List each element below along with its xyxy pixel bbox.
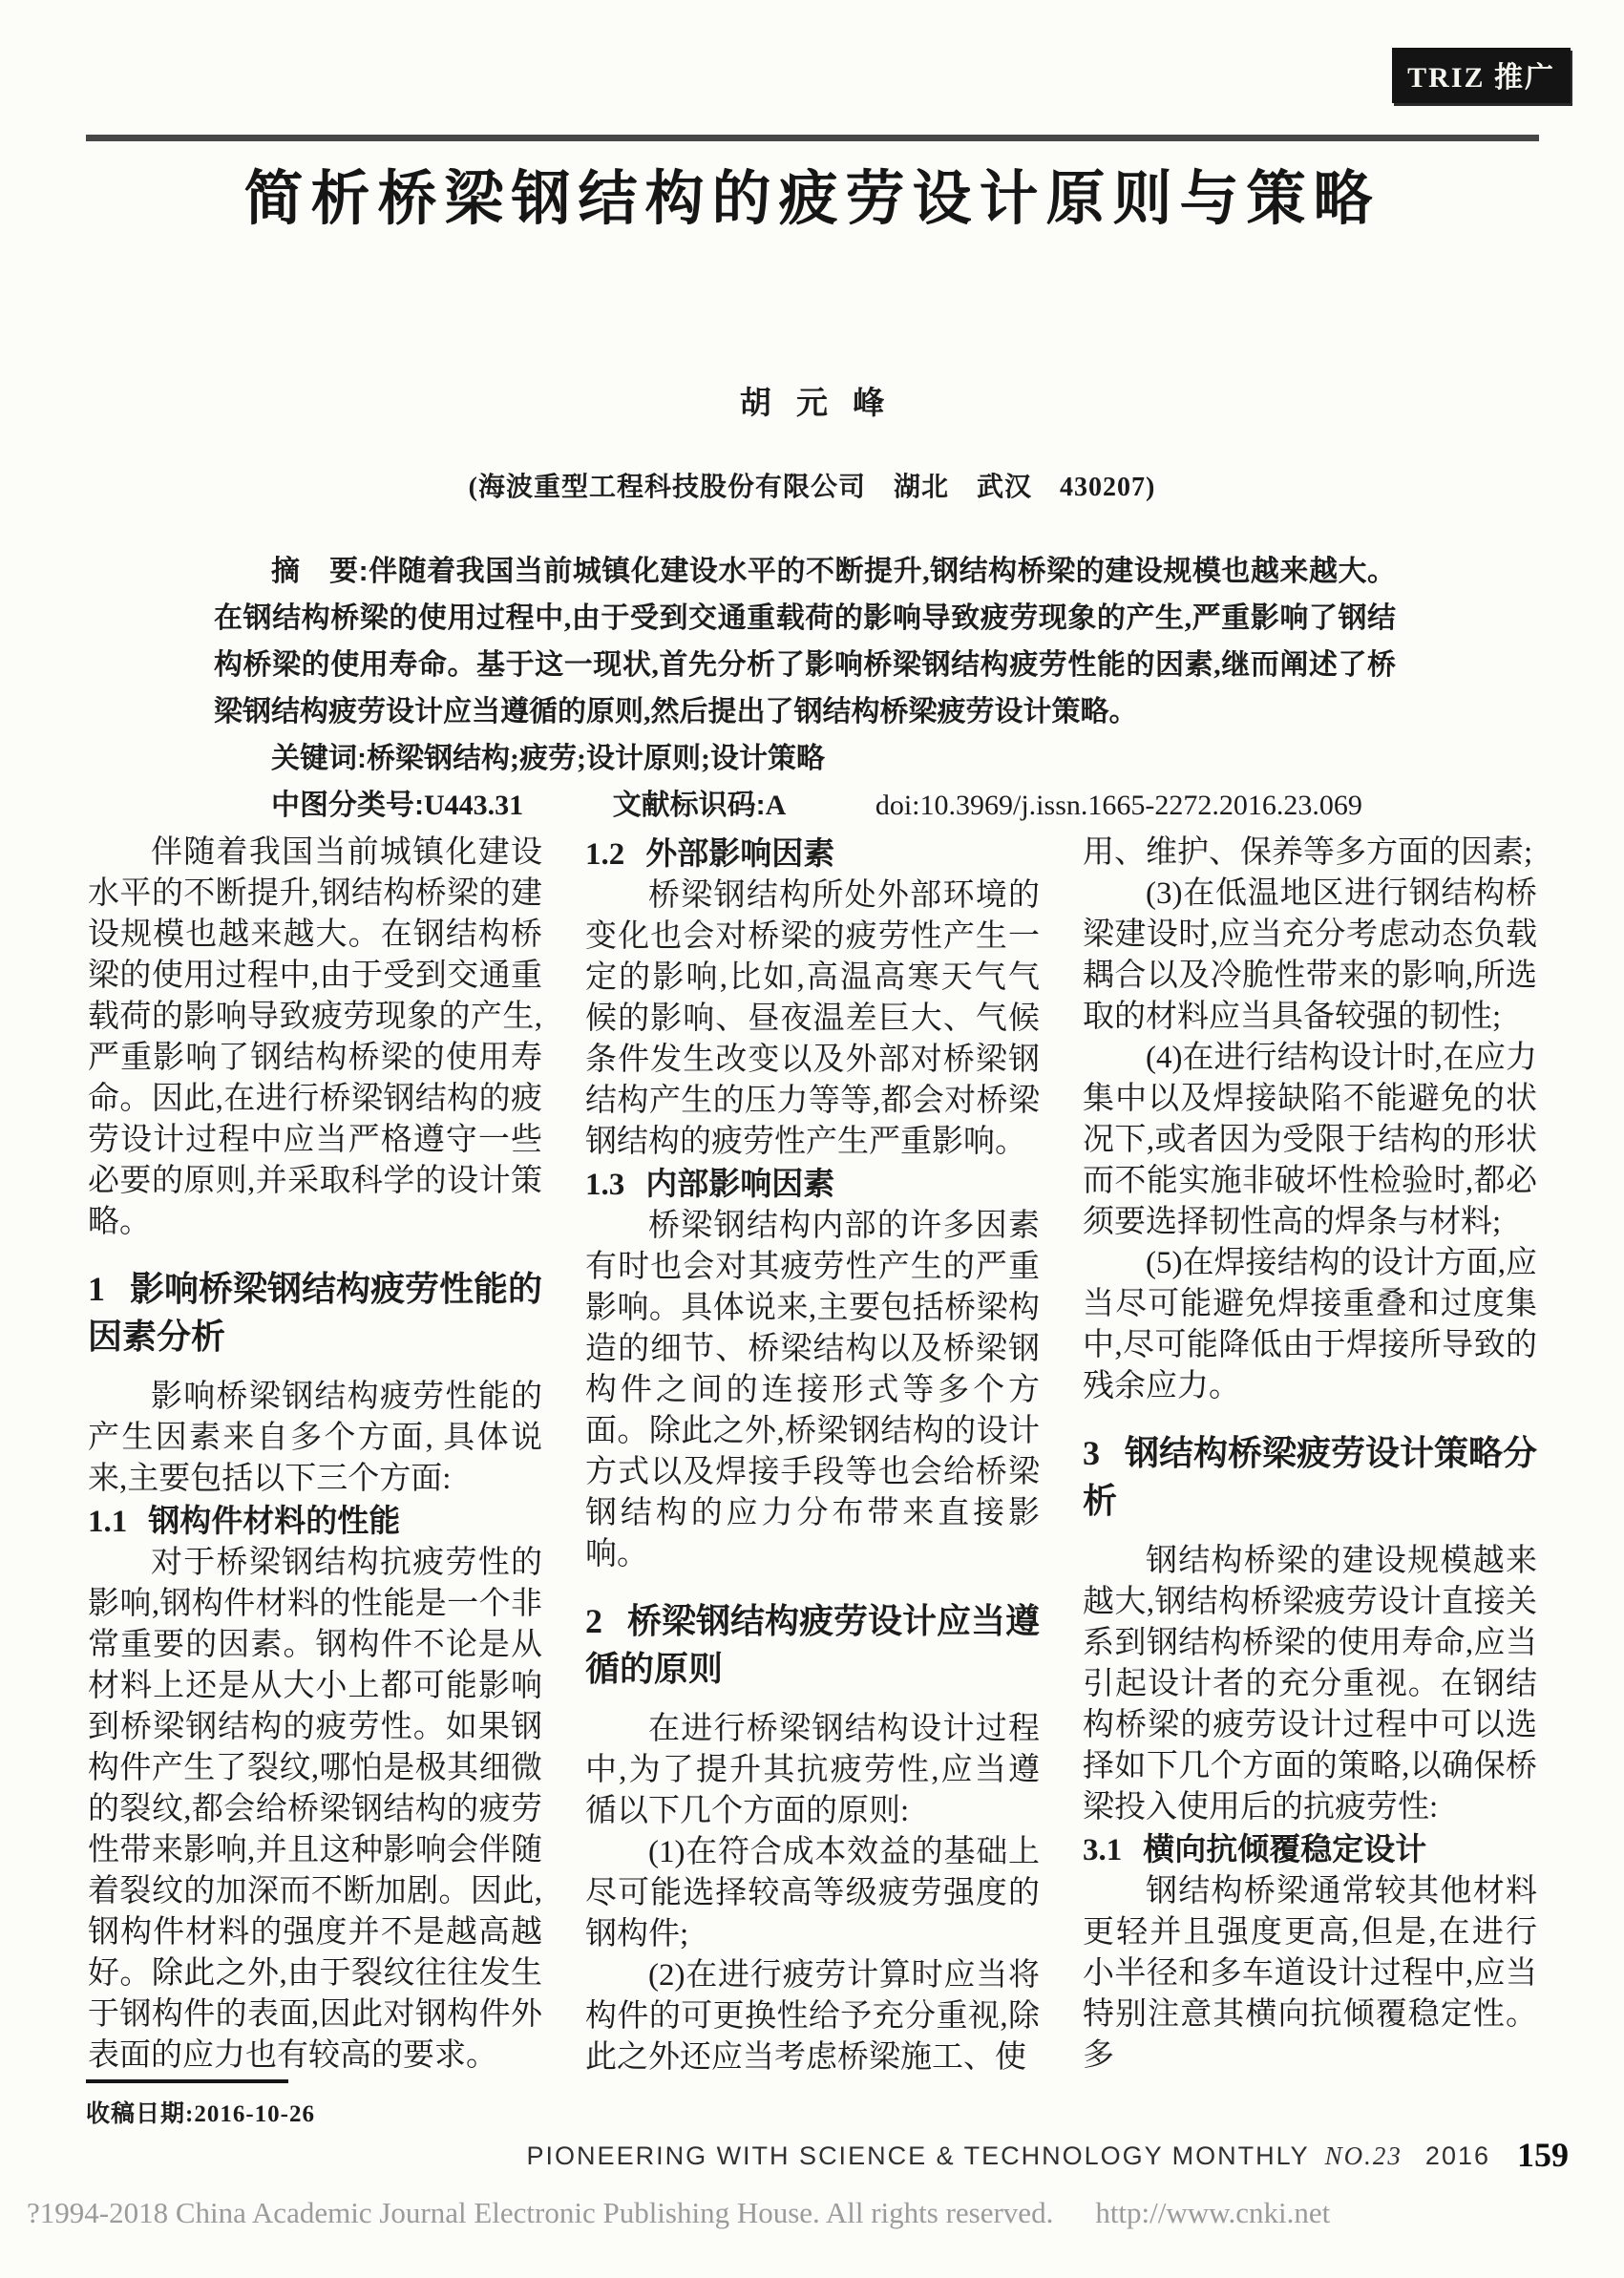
copyright-watermark (27, 2196, 1330, 2230)
keywords-text: 桥梁钢结构;疲劳;设计原则;设计策略 (367, 743, 825, 774)
paragraph-continuation: 用、维护、保养等多方面的因素; (1083, 835, 1533, 870)
subsection-number: 1.2 (585, 837, 625, 872)
received-date-block (86, 2079, 315, 2129)
column-3 (1083, 833, 1537, 2078)
subsection-title: 外部影响因素 (645, 835, 835, 871)
subsection-title: 钢构件材料的性能 (148, 1503, 401, 1538)
section-heading-2 (585, 1597, 1040, 1693)
paragraph: 钢结构桥梁的建设规模越来越大,钢结构桥梁疲劳设计直接关系到钢结构桥梁的使用寿命,应当引起设计者的充分重视。在钢结构桥梁的疲劳设计过程中可以选择如下几个方面的策略,以确保桥梁投入使用后的抗疲劳性: (1083, 1544, 1537, 1825)
column-1 (88, 833, 542, 2078)
received-date (86, 2095, 315, 2129)
section-heading-1 (88, 1265, 542, 1360)
subsection-number: 3.1 (1083, 1833, 1123, 1867)
year: 2016 (1424, 2141, 1490, 2170)
subsection-number: 1.1 (88, 1505, 128, 1539)
paragraph: 伴随着我国当前城镇化建设水平的不断提升,钢结构桥梁的建设规模也越来越大。在钢结构桥梁的使用过程中,由于受到交通重载荷的影响导致疲劳现象的产生,严重影响了钢结构桥梁的使用寿命。因此,在进行桥梁钢结构的疲劳设计过程中应当严格遵守一些必要的原则,并采取科学的设计策略。 (88, 835, 542, 1239)
column-2 (585, 833, 1040, 2078)
paragraph: (5)在焊接结构的设计方面,应当尽可能避免焊接重叠和过度集中,尽可能降低由于焊接所导致的残余应力。 (1083, 1246, 1537, 1403)
column-badge: TRIZ 推广 (1392, 48, 1571, 103)
subsection-heading-1-3 (585, 1163, 1040, 1206)
clc-label: 中图分类号: (271, 790, 424, 821)
received-value: 2016-10-26 (194, 2101, 315, 2127)
body-columns (88, 833, 1537, 2078)
header-rule (86, 135, 1539, 141)
paragraph: 钢结构桥梁通常较其他材料更轻并且强度更高,但是,在进行小半径和多车道设计过程中,应当特别注意其横向抗倾覆稳定性。多 (1083, 1874, 1537, 2073)
watermark-url: http://www.cnki.net (1095, 2196, 1331, 2229)
paragraph: 影响桥梁钢结构疲劳性能的产生因素来自多个方面, 具体说来,主要包括以下三个方面: (88, 1380, 542, 1496)
abstract-text: 伴随着我国当前城镇化建设水平的不断提升,钢结构桥梁的建设规模也越来越大。在钢结构桥梁的使用过程中,由于受到交通重载荷的影响导致疲劳现象的产生,严重影响了钢结构桥梁的使用寿命。基于这一现状,首先分析了影响桥梁钢结构疲劳性能的因素,继而阐述了桥梁钢结构疲劳设计应当遵循的原则,然后提出了钢结构桥梁疲劳设计策略。 (214, 556, 1397, 728)
footnote-rule (86, 2079, 288, 2083)
keywords-label: 关键词: (271, 743, 367, 774)
subsection-title: 横向抗倾覆稳定设计 (1143, 1831, 1427, 1867)
subsection-number: 1.3 (585, 1168, 625, 1202)
subsection-heading-1-2 (585, 833, 1040, 875)
section-number: 1 (88, 1270, 105, 1308)
section-title: 影响桥梁钢结构疲劳性能的因素分析 (88, 1269, 543, 1356)
clc-value: U443.31 (424, 790, 524, 821)
paragraph: 桥梁钢结构所处外部环境的变化也会对桥梁的疲劳性产生一定的影响,比如,高温高寒天气气候的影响、昼夜温差巨大、气候条件发生改变以及外部对桥梁钢结构产生的压力等等,都会对桥梁钢结构的疲劳性产生严重影响。 (585, 878, 1040, 1159)
received-label: 收稿日期: (86, 2101, 195, 2127)
section-number: 2 (585, 1602, 602, 1640)
subsection-title: 内部影响因素 (645, 1166, 835, 1201)
page-title: 简析桥梁钢结构的疲劳设计原则与策略 (243, 166, 1381, 232)
paragraph: (4)在进行结构设计时,在应力集中以及焊接缺陷不能避免的状况下,或者因为受限于结构的形状而不能实施非破坏性检验时,都必须要选择韧性高的焊条与材料; (1083, 1041, 1537, 1239)
section-title: 桥梁钢结构疲劳设计应当遵循的原则 (585, 1601, 1041, 1688)
meta-block (214, 548, 1396, 829)
paragraph: 对于桥梁钢结构抗疲劳性的影响,钢构件材料的性能是一个非常重要的因素。钢构件不论是从材料上还是从大小上都可能影响到桥梁钢结构的疲劳性。如果钢构件产生了裂纹,哪怕是极其细微的裂纹,都会给桥梁钢结构的疲劳性带来影响,并且这种影响会伴随着裂纹的加深而不断加剧。因此,钢构件材料的强度并不是越高越好。除此之外,由于裂纹往往发生于钢构件的表面,因此对钢构件外表面的应力也有较高的要求。 (88, 1546, 542, 2073)
issue-number: NO.23 (1324, 2141, 1403, 2170)
section-title: 钢结构桥梁疲劳设计策略分析 (1083, 1433, 1538, 1520)
paragraph: 桥梁钢结构内部的许多因素有时也会对其疲劳性产生的严重影响。具体说来,主要包括桥梁构造的细节、桥梁结构以及桥梁钢构件之间的连接形式等多个方面。除此之外,桥梁钢结构的设计方式以及焊接手段等也会给桥梁钢结构的应力分布带来直接影响。 (585, 1209, 1040, 1571)
subsection-heading-1-1 (88, 1500, 542, 1543)
doc-code-label: 文献标识码: (612, 790, 766, 821)
watermark-text: ?1994-2018 China Academic Journal Electronic Publishing House. All rights reserved. (27, 2196, 1054, 2229)
doi-text: doi:10.3969/j.issn.1665-2272.2016.23.069 (875, 790, 1362, 821)
paragraph: 在进行桥梁钢结构设计过程中,为了提升其抗疲劳性,应当遵循以下几个方面的原则: (585, 1712, 1040, 1828)
paragraph: (3)在低温地区进行钢结构桥梁建设时,应当充分考虑动态负载耦合以及冷脆性带来的影响,所选取的材料应当具备较强的韧性; (1083, 876, 1537, 1034)
journal-name: PIONEERING WITH SCIENCE & TECHNOLOGY MONTHLY (526, 2141, 1310, 2170)
subsection-heading-3-1 (1083, 1828, 1537, 1871)
section-number: 3 (1083, 1434, 1100, 1472)
classification-row (214, 782, 1396, 829)
abstract (214, 548, 1396, 735)
author-affiliation: (海波重型工程科技股份有限公司 湖北 武汉 430207) (468, 473, 1156, 502)
abstract-label: 摘 要: (271, 556, 369, 587)
author-name: 胡 元 峰 (739, 387, 885, 421)
paragraph: (1)在符合成本效益的基础上尽可能选择较高等级疲劳强度的钢构件; (585, 1835, 1040, 1951)
section-heading-3 (1083, 1429, 1537, 1525)
journal-footer (527, 2135, 1569, 2175)
keywords (214, 735, 1396, 782)
page-number: 159 (1517, 2136, 1569, 2174)
paragraph: (2)在进行疲劳计算时应当将构件的可更换性给予充分重视,除此之外还应当考虑桥梁施工、使 (585, 1958, 1040, 2075)
doc-code-value: A (765, 790, 787, 821)
